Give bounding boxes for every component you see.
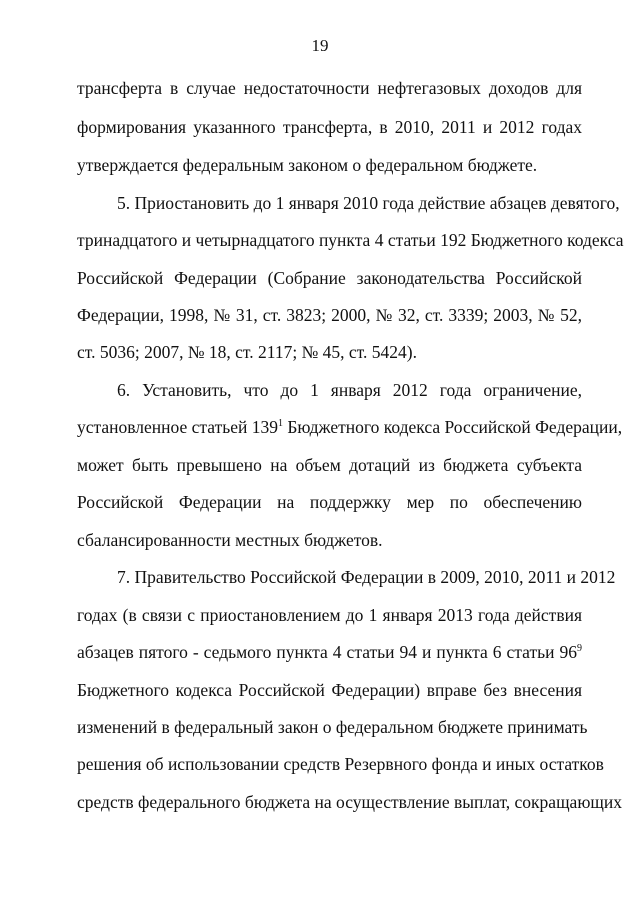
superscript: 9 — [577, 643, 582, 654]
text-line: трансферта в случае недостаточности нефтегазовых доходов для — [77, 78, 582, 98]
text-line: годах (в связи с приостановлением до 1 января 2013 года действия — [77, 605, 582, 625]
text-line-with-superscript — [77, 642, 582, 662]
line-text-before: абзацев пятого - седьмого пункта 4 статьи 94 и пункта 6 статьи 96 — [77, 642, 577, 662]
line-text-before: установленное статьей 139 — [77, 417, 278, 437]
text-line: Федерации, 1998, № 31, ст. 3823; 2000, № 32, ст. 3339; 2003, № 52, — [77, 305, 582, 325]
superscript: 1 — [277, 418, 283, 429]
paragraph-6-start: 6. Установить, что до 1 января 2012 года ограничение, — [117, 380, 582, 400]
paragraph-5-start: 5. Приостановить до 1 января 2010 года действие абзацев девятого, — [117, 193, 620, 213]
text-line-with-superscript — [77, 417, 623, 437]
text-line: изменений в федеральный закон о федеральном бюджете принимать — [77, 717, 588, 737]
line-text-after: Бюджетного кодекса Российской Федерации, — [282, 417, 623, 437]
text-line: Российской Федерации (Собрание законодательства Российской — [77, 268, 582, 288]
text-line: формирования указанного трансферта, в 2010, 2011 и 2012 годах — [77, 117, 582, 137]
text-line: тринадцатого и четырнадцатого пункта 4 статьи 192 Бюджетного кодекса — [77, 230, 624, 250]
text-line: решения об использовании средств Резервного фонда и иных остатков — [77, 754, 604, 774]
text-line: Бюджетного кодекса Российской Федерации) вправе без внесения — [77, 680, 582, 700]
page-number: 19 — [311, 36, 329, 55]
text-line: сбалансированности местных бюджетов. — [77, 530, 383, 550]
text-line: Российской Федерации на поддержку мер по обеспечению — [77, 492, 582, 512]
text-line: ст. 5036; 2007, № 18, ст. 2117; № 45, ст. 5424). — [77, 342, 417, 362]
paragraph-7-start: 7. Правительство Российской Федерации в 2009, 2010, 2011 и 2012 — [117, 567, 616, 587]
text-line: средств федерального бюджета на осуществление выплат, сокращающих — [77, 792, 622, 812]
text-line: может быть превышено на объем дотаций из бюджета субъекта — [77, 455, 582, 475]
text-line: утверждается федеральным законом о федеральном бюджете. — [77, 155, 538, 175]
